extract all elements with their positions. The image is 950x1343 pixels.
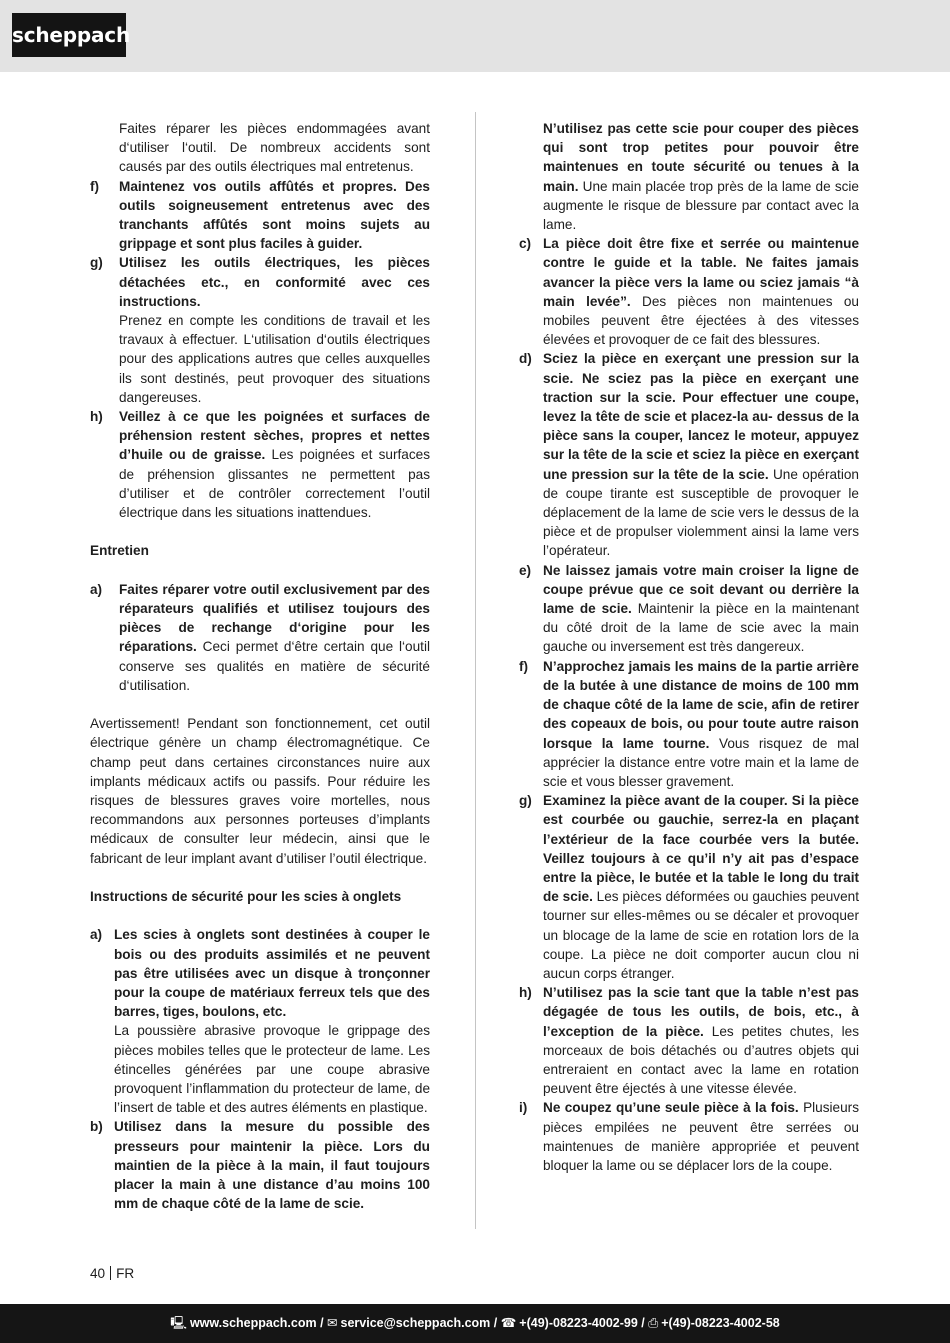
bold-text: N’utilisez pas la scie tant que la table n’est pas dégagée de tous les outils, de bois, etc., à l’exception de la pièce. [543,985,859,1039]
page-language: FR [116,1266,135,1281]
list-item-e [519,561,859,657]
list-item-saw-b [90,1117,430,1213]
right-column [519,119,859,1175]
body-text: Maintenir la pièce en la maintenant du côté droit de la lame de scie avec la main gauche ou inversement est très dangereux. [543,601,859,655]
bold-text: La pièce doit être fixe et serrée ou maintenue contre le guide et la table. Ne faites jamais avancer la pièce vers la lame ou sciez jamais “à main levée”. [543,236,859,309]
list-item-d [519,349,859,560]
body-text: Plusieurs pièces empilées ne peuvent être serrées ou maintenues de manière appropriée et peuvent bloquer la lame ou se déplacer lors de la coupe. [543,1100,859,1173]
bold-text: Les scies à onglets sont destinées à couper le bois ou des produits assimilés et ne peuvent pas être utilisées avec un disque à tronçonner pour la coupe de matériaux ferreux tels que des barres, tiges, boulons, etc. [114,927,430,1020]
bold-text: Examinez la pièce avant de la couper. Si la pièce est courbée ou gauchie, serrez-la en plaçant l’extérieur de la face courbée vers la butée. Veillez toujours à ce qu’il n’y ait pas d’espace entre la pièce, le butée et la table le long du trait de scie. [543,793,859,905]
body-text: Prenez en compte les conditions de travail et les travaux à effectuer. L‘utilisation d‘outils électriques pour des applications autres que celles auxquelles ils sont destinés, peut provoquer des situations dangereuses. [119,313,430,405]
list-marker: a) [90,927,103,943]
mail-icon: ✉︎ [327,1316,338,1330]
list-marker: h) [90,409,103,425]
page-header [0,0,950,72]
left-column [90,119,430,1214]
footer-phone: +(49)-08223-4002-99 / [519,1316,645,1330]
list-marker: c) [519,236,532,252]
bold-text: Utilisez dans la mesure du possible des presseurs pour maintenir la pièce. Lors du maintien de la pièce à la main, il faut toujours placer la main à une distance d’au moins 100 mm de chaque côté de la lame de scie. [114,1119,430,1212]
footer-web[interactable]: www.scheppach.com / [189,1316,324,1330]
bold-text: Utilisez les outils électriques, les pièces détachées etc., en conformité avec ces instructions. [119,255,430,309]
page-number-value: 40 [90,1266,106,1281]
list-marker: b) [90,1119,103,1135]
bold-text: Maintenez vos outils affûtés et propres. Des outils soigneusement entretenus avec des tranchants affûtés sont moins sujets au grippage et sont plus faciles à guider. [119,178,430,252]
list-item-c [519,234,859,349]
list-item-h [519,983,859,1098]
bold-text: N’utilisez pas cette scie pour couper des pièces qui sont trop petites pour pouvoir être maintenues en toute sécurité ou tenues à la main. [543,121,859,194]
list-item-g [519,791,859,983]
footer-contact-line [0,1304,950,1343]
intro-paragraph: Faites réparer les pièces endommagées avant d‘utiliser l‘outil. De nombreux accidents sont causés par des outils électriques mal entretenus. [119,121,430,175]
bold-text: Veillez à ce que les poignées et surfaces de préhension restent sèches, propres et nettes d’huile ou de graisse. [119,409,430,463]
footer-fax: +(49)-08223-4002-58 [661,1316,780,1330]
bold-text: Faites réparer votre outil exclusivement par des réparateurs qualifiés et utilisez toujours des pièces de rechange d‘origine pour les réparations. [119,581,430,655]
page-number-separator [110,1266,111,1280]
list-marker: e) [519,562,532,578]
column-divider [475,112,476,1229]
body-text: La poussière abrasive provoque le grippage des pièces mobiles telles que le protecteur de lame. Les étincelles générées par une coupe abrasive provoquent l’inflammation du protecteur de lame, de l’insert de table et des autres éléments en plastique. [114,1023,430,1116]
body-text: Les pièces déformées ou gauchies peuvent tourner sur elles-mêmes ou se décaler et provoquer un blocage de la lame de scie en rotation lors de la coupe. La pièce ne doit comporter aucun clou ni aucun corps étranger. [543,889,859,981]
computer-icon: 🖳︎ [170,1316,187,1330]
body-text: Ceci permet d‘être certain que l‘outil conserve ses qualités en matière de sécurité d‘utilisation. [119,639,430,693]
list-marker: d) [519,351,532,367]
list-item-f [90,177,430,254]
list-item-h [90,407,430,522]
bold-text: N’approchez jamais les mains de la partie arrière de la butée à une distance de moins de 100 mm de chaque côté de la lame de scie, afin de retirer des copeaux de bois, ou pour toute autre raison lorsque la lame tourne. [543,658,859,751]
list-marker: g) [90,255,103,271]
list-item-entretien-a [90,580,430,695]
continued-paragraph [519,119,859,234]
footer-email[interactable]: service@scheppach.com / [340,1316,498,1330]
page-number [90,1264,134,1283]
page-footer [0,1304,950,1343]
body-text: Une main placée trop près de la lame de scie augmente le risque de blessure par contact avec la lame. [543,178,859,233]
list-item-f [519,657,859,791]
body-text: Les poignées et surfaces de préhension glissantes ne permettent pas d’utiliser et de contrôler correctement l’outil électrique dans les situations inattendues. [119,447,430,521]
body-text: Une opération de coupe tirante est susceptible de provoquer le déplacement de la lame de scie vers le dessus de la pièce et de propulser violemment ainsi la lame vers l’opérateur. [543,466,859,559]
bold-text: Ne laissez jamais votre main croiser la ligne de coupe prévue que ce soit devant ou derrière la lame de scie. [543,562,859,617]
bold-text: Sciez la pièce en exerçant une pression sur la scie. Ne sciez pas la pièce en exerçant une traction sur la scie. Pour effectuer une coupe, levez la tête de scie et placez-la au- dessus de la pièce sans la couper, lancez le moteur, appuyez sur la tête de la scie et sciez la pièce en exerçant une pression sur la tête de la scie. [543,351,859,482]
phone-icon: ☎︎ [500,1316,517,1330]
list-marker: g) [519,793,532,809]
section-heading-entretien: Entretien [90,543,149,559]
list-marker: h) [519,985,532,1001]
section-heading-saw: Instructions de sécurité pour les scies à onglets [90,889,402,905]
list-item-saw-a [90,925,430,1117]
body-text: Les petites chutes, les morceaux de bois détachés ou d’autres objets qui entreraient en contact avec la lame en rotation peuvent être éjectés à une vitesse élevée. [543,1023,859,1097]
list-marker: f) [519,658,529,674]
list-item-g [90,253,430,407]
list-marker: a) [90,581,103,597]
fax-icon: ⎙︎ [648,1316,659,1330]
warning-paragraph: Avertissement! Pendant son fonctionnement, cet outil électrique génère un champ électromagnétique. Ce champ peut dans certaines circonstances nuire aux implants médicaux actifs ou passifs. Pour réduire les risques de blessures graves voire mortelles, nous recommandons aux personnes porteuses d’implants médicaux de consulter leur médecin, ainsi que le fabricant de leur implant avant d’utiliser l’outil électrique. [90,716,430,866]
body-text: Vous risquez de mal apprécier la distance entre votre main et la lame de scie et vous blesser gravement. [543,735,859,789]
bold-text: Ne coupez qu’une seule pièce à la fois. [543,1100,799,1116]
body-text: Des pièces non maintenues ou mobiles peuvent être éjectées à des vitesses élevées et provoquer de ce fait des blessures. [543,293,859,348]
list-item-i [519,1098,859,1175]
list-marker: i) [519,1100,528,1116]
list-marker: f) [90,178,100,194]
scheppach-logo: scheppach [12,13,126,57]
